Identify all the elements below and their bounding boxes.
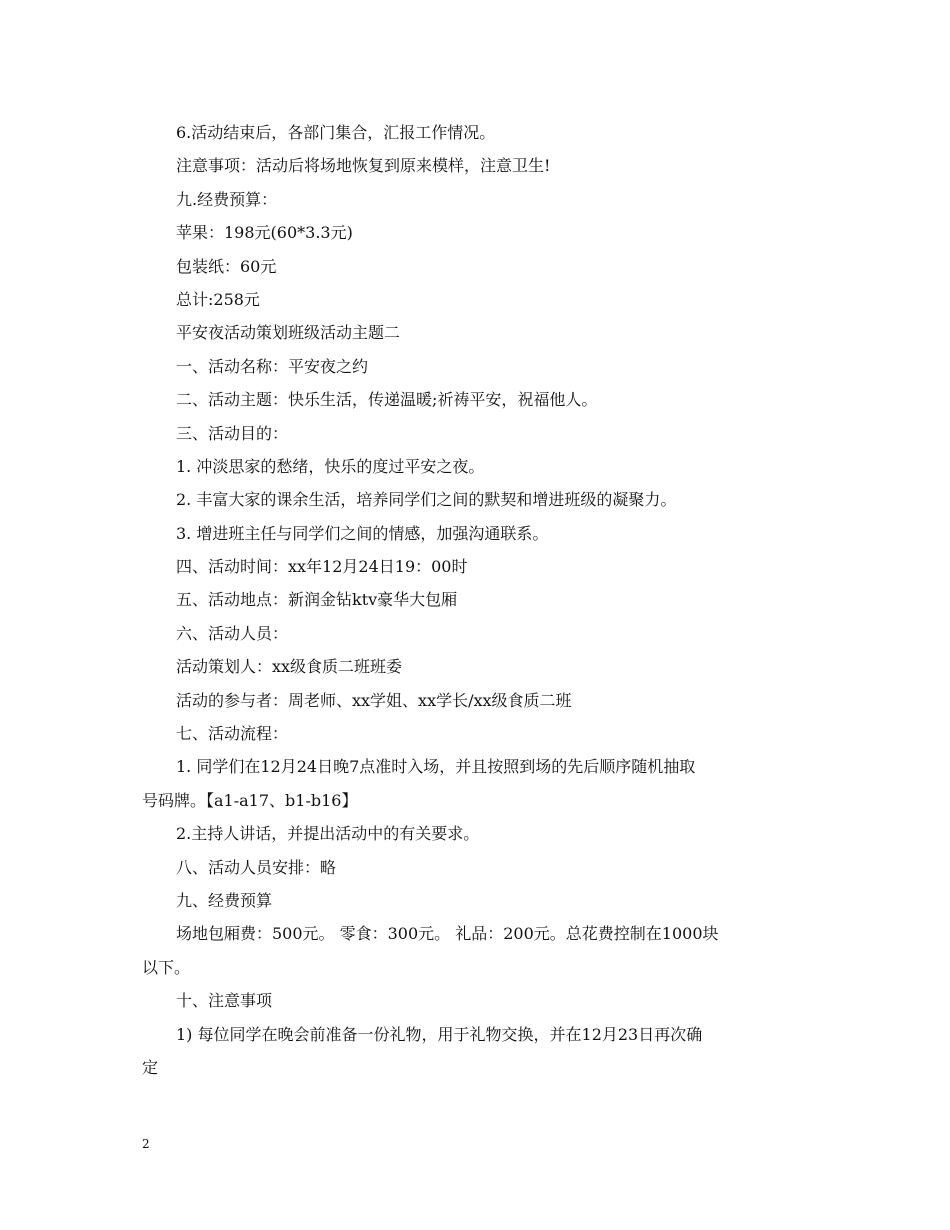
list-item-continuation: 定 <box>142 1057 159 1077</box>
text-line: 苹果：198元(60*3.3元) <box>176 223 353 243</box>
section-heading: 十、注意事项 <box>176 991 273 1011</box>
section-heading: 二、活动主题：快乐生活，传递温暖;祈祷平安，祝福他人。 <box>176 390 598 410</box>
text-line: 6.活动结束后，各部门集合，汇报工作情况。 <box>176 123 496 142</box>
list-item: 2. 丰富大家的课余生活，培养同学们之间的默契和增进班级的凝聚力。 <box>176 490 677 510</box>
document-subtitle: 平安夜活动策划班级活动主题二 <box>176 323 401 343</box>
section-heading: 九、经费预算 <box>176 890 273 910</box>
section-heading: 八、活动人员安排：略 <box>176 857 337 877</box>
list-item-continuation: 号码牌。【a1-a17、b1-b16】 <box>142 790 358 810</box>
page-number: 2 <box>142 1137 150 1151</box>
list-item: 2.主持人讲话，并提出活动中的有关要求。 <box>176 824 480 844</box>
list-item: 3. 增进班主任与同学们之间的情感，加强沟通联系。 <box>176 523 549 543</box>
text-line: 活动策划人：xx级食质二班班委 <box>176 657 403 677</box>
list-item: 1) 每位同学在晚会前准备一份礼物，用于礼物交换，并在12月23日再次确 <box>176 1024 703 1044</box>
section-heading: 一、活动名称：平安夜之约 <box>176 356 369 376</box>
text-line: 总计:258元 <box>176 289 260 309</box>
text-line: 包装纸：60元 <box>176 256 277 276</box>
section-heading: 六、活动人员： <box>176 623 289 643</box>
section-heading: 三、活动目的： <box>176 423 289 443</box>
list-item: 1. 冲淡思家的愁绪，快乐的度过平安之夜。 <box>176 456 485 476</box>
text-line: 活动的参与者：周老师、xx学姐、xx学长/xx级食质二班 <box>176 690 572 710</box>
section-heading: 九.经费预算： <box>176 189 278 209</box>
text-line: 场地包厢费：500元。 零食：300元。 礼品：200元。总花费控制在1000块 <box>176 924 719 944</box>
text-line-continuation: 以下。 <box>142 957 191 977</box>
section-heading: 四、活动时间：xx年12月24日19：00时 <box>176 557 468 577</box>
section-heading: 五、活动地点：新润金钻ktv豪华大包厢 <box>176 590 458 610</box>
section-heading: 七、活动流程： <box>176 724 289 744</box>
document-body <box>142 116 822 1084</box>
text-line: 注意事项：活动后将场地恢复到原来模样，注意卫生! <box>176 156 551 176</box>
list-item: 1. 同学们在12月24日晚7点准时入场，并且按照到场的先后顺序随机抽取 <box>176 757 696 777</box>
